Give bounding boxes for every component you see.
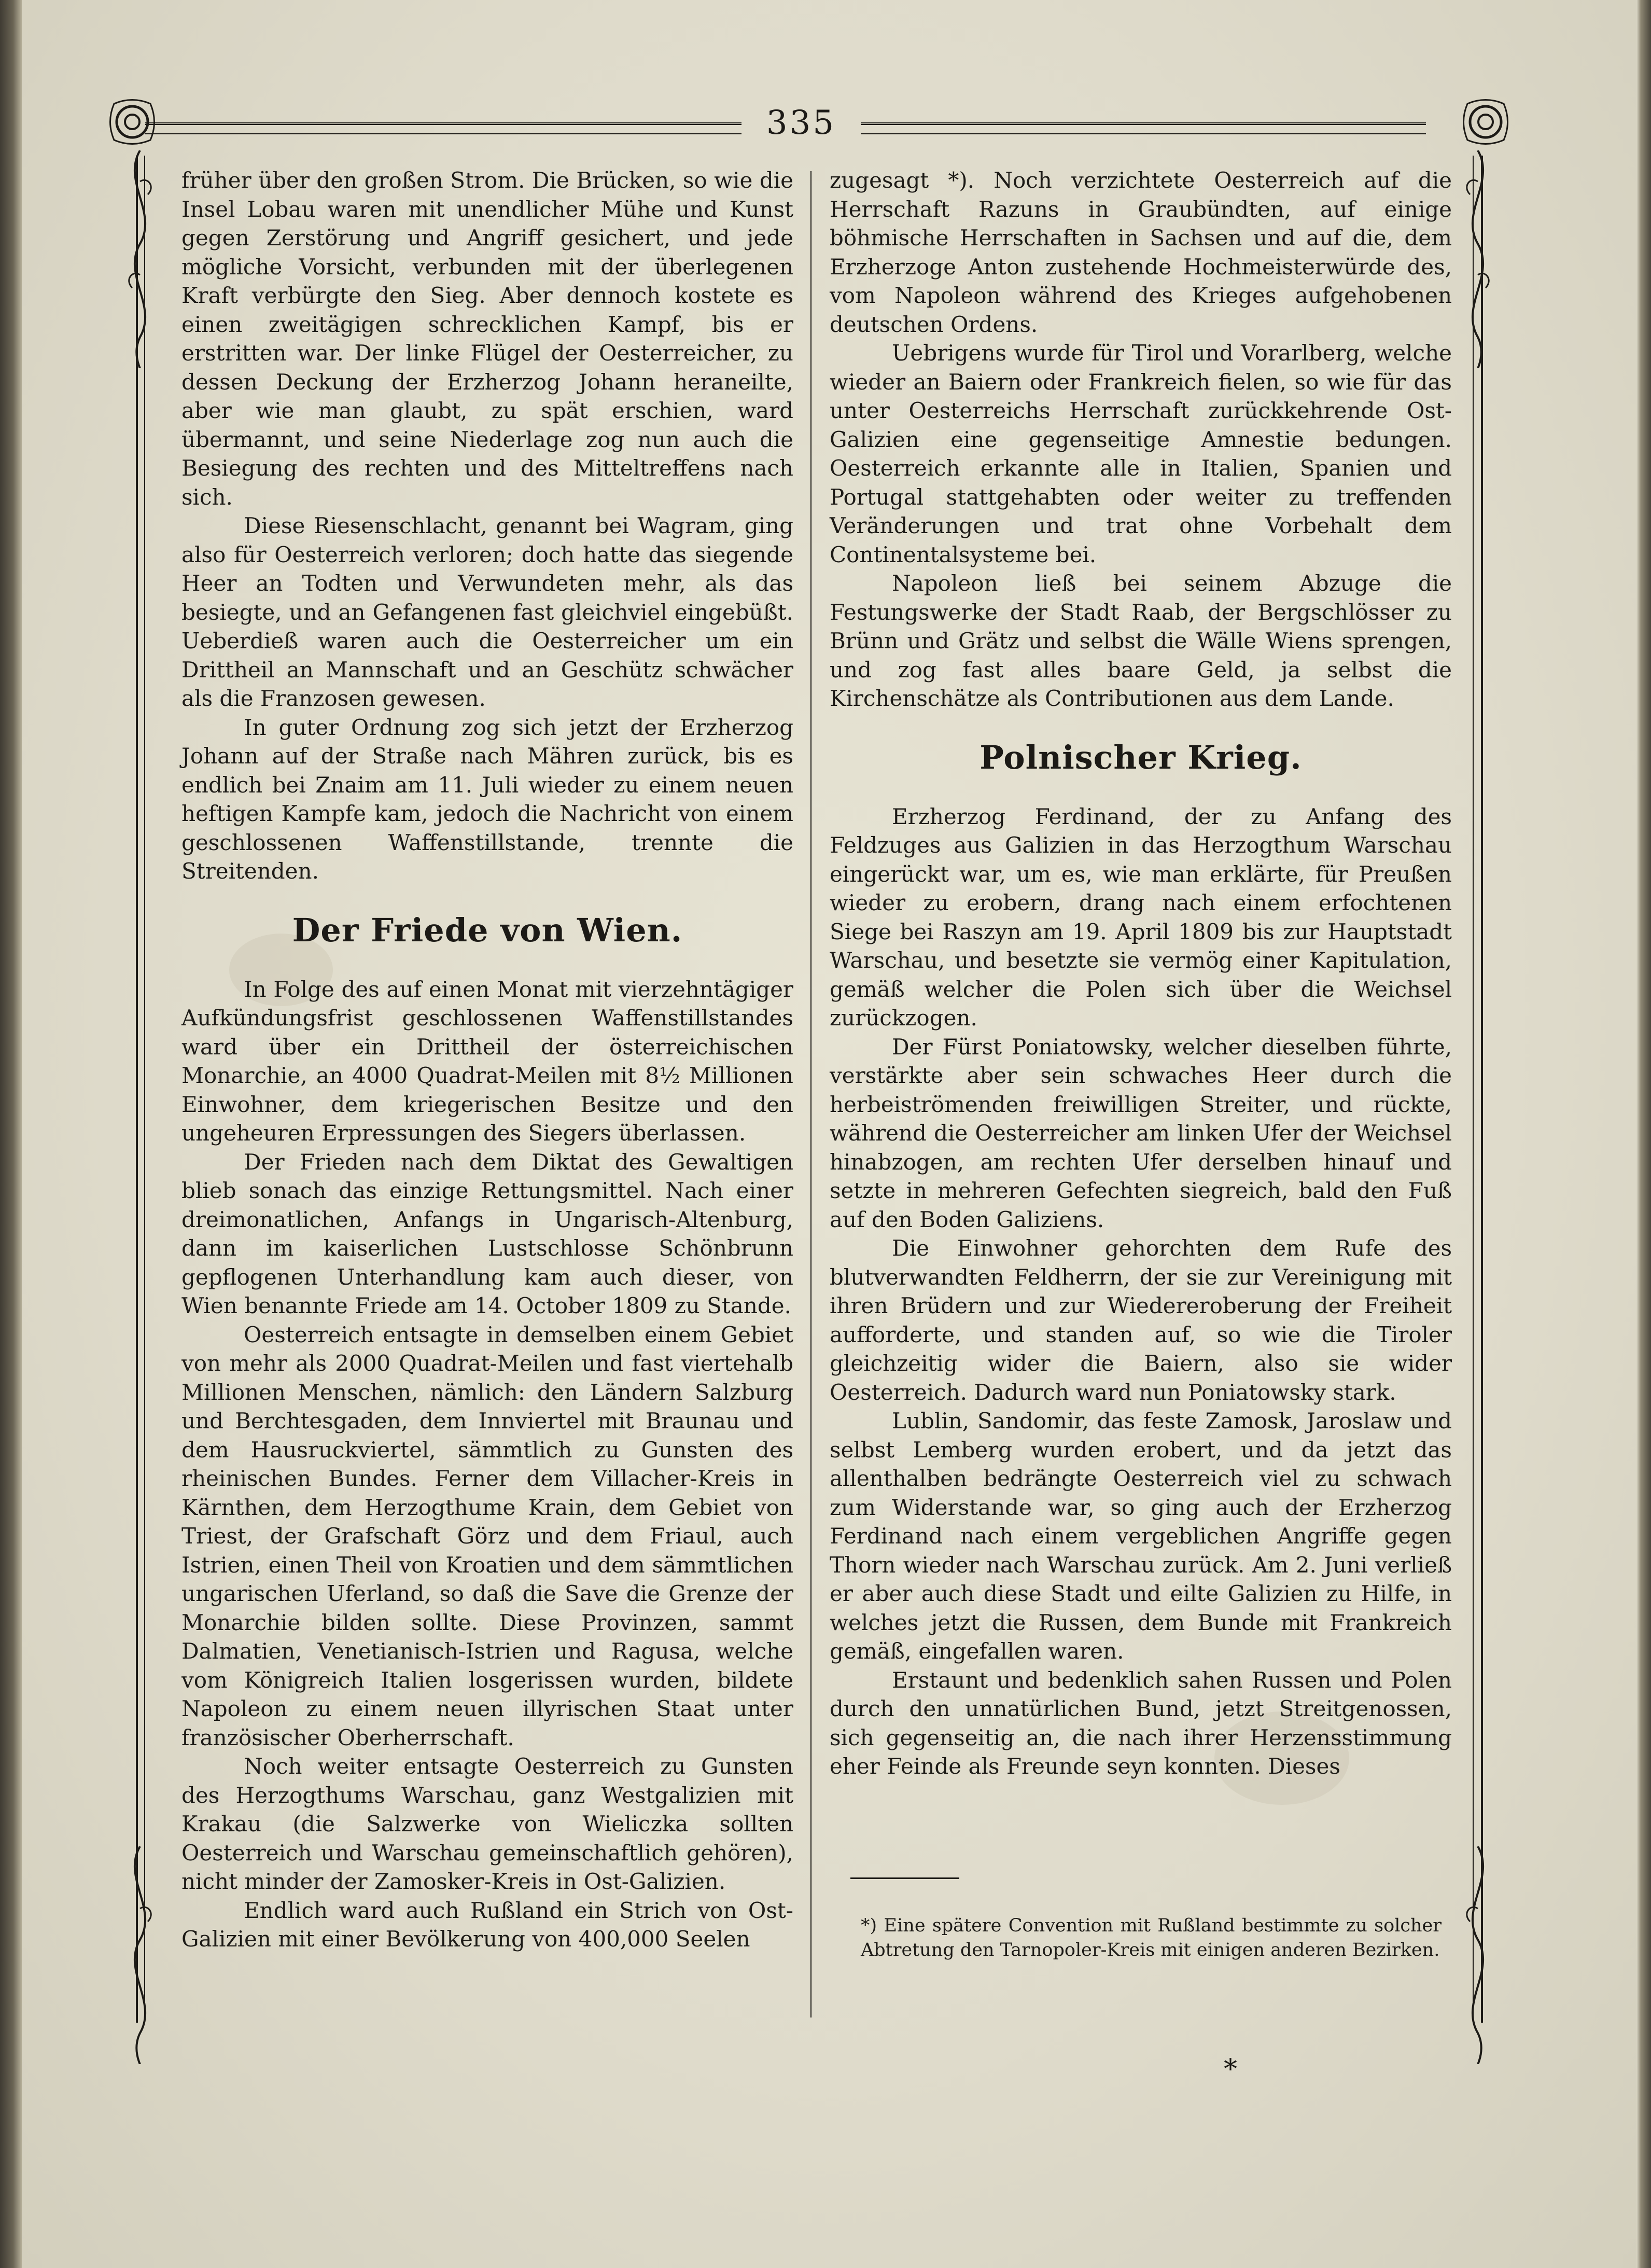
paragraph: Endlich ward auch Rußland ein Strich von Ost-Galizien mit einer Bevölkerung von 400,000 Seelen	[181, 1897, 793, 1952]
frame-line-left-inner	[144, 156, 145, 2023]
paragraph: Erstaunt und bedenklich sahen Russen und Polen durch den unnatürlichen Bund, jetzt Streitgenossen, sich gegenseitig an, die nach ihrer Herzensstimmung eher Feinde als Freunde seyn konnten. Dieses	[830, 1667, 1452, 1779]
page-number: 335	[766, 104, 836, 142]
header-rule-right	[861, 122, 1426, 134]
header-rule-left	[145, 122, 741, 134]
right-column	[830, 166, 1452, 1781]
paragraph: Lublin, Sandomir, das feste Zamosk, Jaroslaw und selbst Lemberg wurden erobert, und da jetzt das allenthalben bedrängte Oesterreich viel zu schwach zum Widerstande war, so ging auch der Erzherzog Ferdinand nach einem vergeblichen Angriffe gegen Thorn wieder nach Warschau zurück. Am 2. Juni verließ er aber auch diese Stadt und eilte Galizien zu Hilfe, in welches jetzt die Russen, dem Bunde mit Frankreich gemäß, eingefallen waren.	[830, 1408, 1452, 1664]
paragraph: In guter Ordnung zog sich jetzt der Erzherzog Johann auf der Straße nach Mähren zurück, bis es endlich bei Znaim am 11. Juli wieder zu einem neuen heftigen Kampfe kam, jedoch die Nachricht von einem geschlossenen Waffenstillstande, trennte die Streitenden.	[181, 714, 793, 884]
section-heading-polnischer-krieg: Polnischer Krieg.	[980, 738, 1302, 776]
signature-mark: *	[1224, 2054, 1237, 2085]
paragraph: Der Frieden nach dem Diktat des Gewaltigen blieb sonach das einzige Rettungsmittel. Nach einer dreimonatlichen, Anfangs in Ungarisch-Altenburg, dann im kaiserlichen Lustschlosse Schönbrunn gepflogenen Unterhandlung kam auch dieser, von Wien benannte Friede am 14. October 1809 zu Stande.	[181, 1149, 793, 1318]
vine-ornament-top-left-icon	[117, 150, 163, 368]
vine-ornament-top-right-icon	[1454, 150, 1501, 368]
paragraph: Der Fürst Poniatowsky, welcher dieselben führte, verstärkte aber sein schwaches Heer durch die herbeiströmenden freiwilligen Streiter, und rückte, während die Oesterreicher am linken Ufer der Weichsel hinabzogen, am rechten Ufer derselben hinauf und setzte in mehreren Gefechten siegreich, bald den Fuß auf den Boden Galiziens.	[830, 1034, 1452, 1232]
frame-line-left-outer	[136, 156, 138, 2023]
vine-ornament-bottom-left-icon	[117, 1846, 163, 2064]
paragraph: Oesterreich entsagte in demselben einem Gebiet von mehr als 2000 Quadrat-Meilen und fast viertehalb Millionen Menschen, nämlich: den Ländern Salzburg und Berchtesgaden, dem Innviertel mit Braunau und dem Hausruckviertel, sämmtlich zu Gunsten des rheinischen Bundes. Ferner dem Villacher-Kreis in Kärnthen, dem Herzogthume Krain, dem Gebiet von Triest, der Grafschaft Görz und dem Friaul, auch Istrien, einen Theil von Kroatien und dem sämmtlichen ungarischen Uferland, so daß die Save die Grenze der Monarchie bilden sollte. Diese Provinzen, sammt Dalmatien, Venetianisch-Istrien und Ragusa, welche vom Königreich Italien losgerissen wurden, bildete Napoleon zu einem neuen illyrischen Staat unter französischer Oberherrschaft.	[181, 1321, 793, 1750]
footnote-rule	[850, 1877, 959, 1879]
section-heading-friede-von-wien: Der Friede von Wien.	[292, 911, 683, 949]
vine-ornament-bottom-right-icon	[1454, 1846, 1501, 2064]
paragraph: früher über den großen Strom. Die Brücken, so wie die Insel Lobau waren mit unendlicher Mühe und Kunst gegen Zerstörung und Angriff gesichert, und jede mögliche Vorsicht, verbunden mit der überlegenen Kraft verbürgte den Sieg. Aber dennoch kostete es einen zweitägigen schrecklichen Kampf, bis er erstritten war. Der linke Flügel der Oesterreicher, zu dessen Deckung der Erzherzog Johann heraneilte, aber wie man glaubt, zu spät erschien, ward übermannt, und seine Niederlage zog nun auch die Besiegung des rechten und des Mitteltreffens nach sich.	[181, 168, 793, 510]
frame-line-right-inner	[1473, 156, 1474, 2023]
frame-line-right-outer	[1481, 156, 1483, 2023]
paragraph: Uebrigens wurde für Tirol und Vorarlberg, welche wieder an Baiern oder Frankreich fielen, so wie für das unter Oesterreichs Herrschaft zurückkehrende Ost-Galizien eine gegenseitige Amnestie bedungen. Oesterreich erkannte alle in Italien, Spanien und Portugal stattgehabten oder weiter zu treffenden Veränderungen und trat ohne Vorbehalt dem Continentalsysteme bei.	[830, 340, 1452, 567]
paragraph: Erzherzog Ferdinand, der zu Anfang des Feldzuges aus Galizien in das Herzogthum Warschau eingerückt war, um es, wie man erklärte, für Preußen wieder zu erobern, drang nach einem erfochtenen Siege bei Raszyn am 19. April 1809 bis zur Hauptstadt Warschau, und besetzte sie vermög einer Kapitulation, gemäß welcher die Polen sich über die Weichsel zurückzogen.	[830, 803, 1452, 1031]
page-header	[114, 104, 1462, 150]
left-column	[181, 166, 793, 1954]
page-edge-shadow	[1636, 0, 1651, 2268]
paragraph: In Folge des auf einen Monat mit vierzehntägiger Aufkündungsfrist geschlossenen Waffenstillstandes ward über ein Drittheil der österreichischen Monarchie, an 4000 Quadrat-Meilen mit 8½ Millionen Einwohner, dem kriegerischen Besitze und den ungeheuren Erpressungen des Siegers überlassen.	[181, 976, 793, 1146]
book-binding-edge	[0, 0, 22, 2268]
column-divider	[810, 171, 811, 2017]
corner-ornament-right-icon	[1457, 93, 1514, 150]
paragraph: Die Einwohner gehorchten dem Rufe des blutverwandten Feldherrn, der sie zur Vereinigung mit ihren Brüdern und zur Wiedereroberung der Freiheit aufforderte, und standen auf, so wie die Tiroler gleichzeitig wider die Baiern, also sie wider Oesterreich. Dadurch ward nun Poniatowsky stark.	[830, 1235, 1452, 1405]
paragraph: zugesagt *). Noch verzichtete Oesterreich auf die Herrschaft Razuns in Graubündten, auf einige böhmische Herrschaften in Sachsen und auf die, dem Erzherzoge Anton zustehende Hochmeisterwürde des, vom Napoleon während des Krieges aufgehobenen deutschen Ordens.	[830, 168, 1452, 337]
paragraph: Diese Riesenschlacht, genannt bei Wagram, ging also für Oesterreich verloren; doch hatte das siegende Heer an Todten und Verwundeten mehr, als das besiegte, und an Gefangenen fast gleichviel eingebüßt. Ueberdieß waren auch die Oesterreicher um ein Drittheil an Mannschaft und an Geschütz schwächer als die Franzosen gewesen.	[181, 513, 793, 711]
paragraph: Noch weiter entsagte Oesterreich zu Gunsten des Herzogthums Warschau, ganz Westgalizien mit Krakau (die Salzwerke von Wieliczka sollten Oesterreich und Warschau gemeinschaftlich gehören), nicht minder der Zamosker-Kreis in Ost-Galizien.	[181, 1754, 793, 1894]
paragraph: Napoleon ließ bei seinem Abzuge die Festungswerke der Stadt Raab, der Bergschlösser zu Brünn und Grätz und selbst die Wälle Wiens sprengen, und zog fast alles baare Geld, ja selbst die Kirchenschätze als Contributionen aus dem Lande.	[830, 571, 1452, 711]
footnote: *) Eine spätere Convention mit Rußland bestimmte zu solcher Abtretung den Tarnopoler-Kreis mit einigen anderen Bezirken.	[861, 1915, 1442, 1960]
